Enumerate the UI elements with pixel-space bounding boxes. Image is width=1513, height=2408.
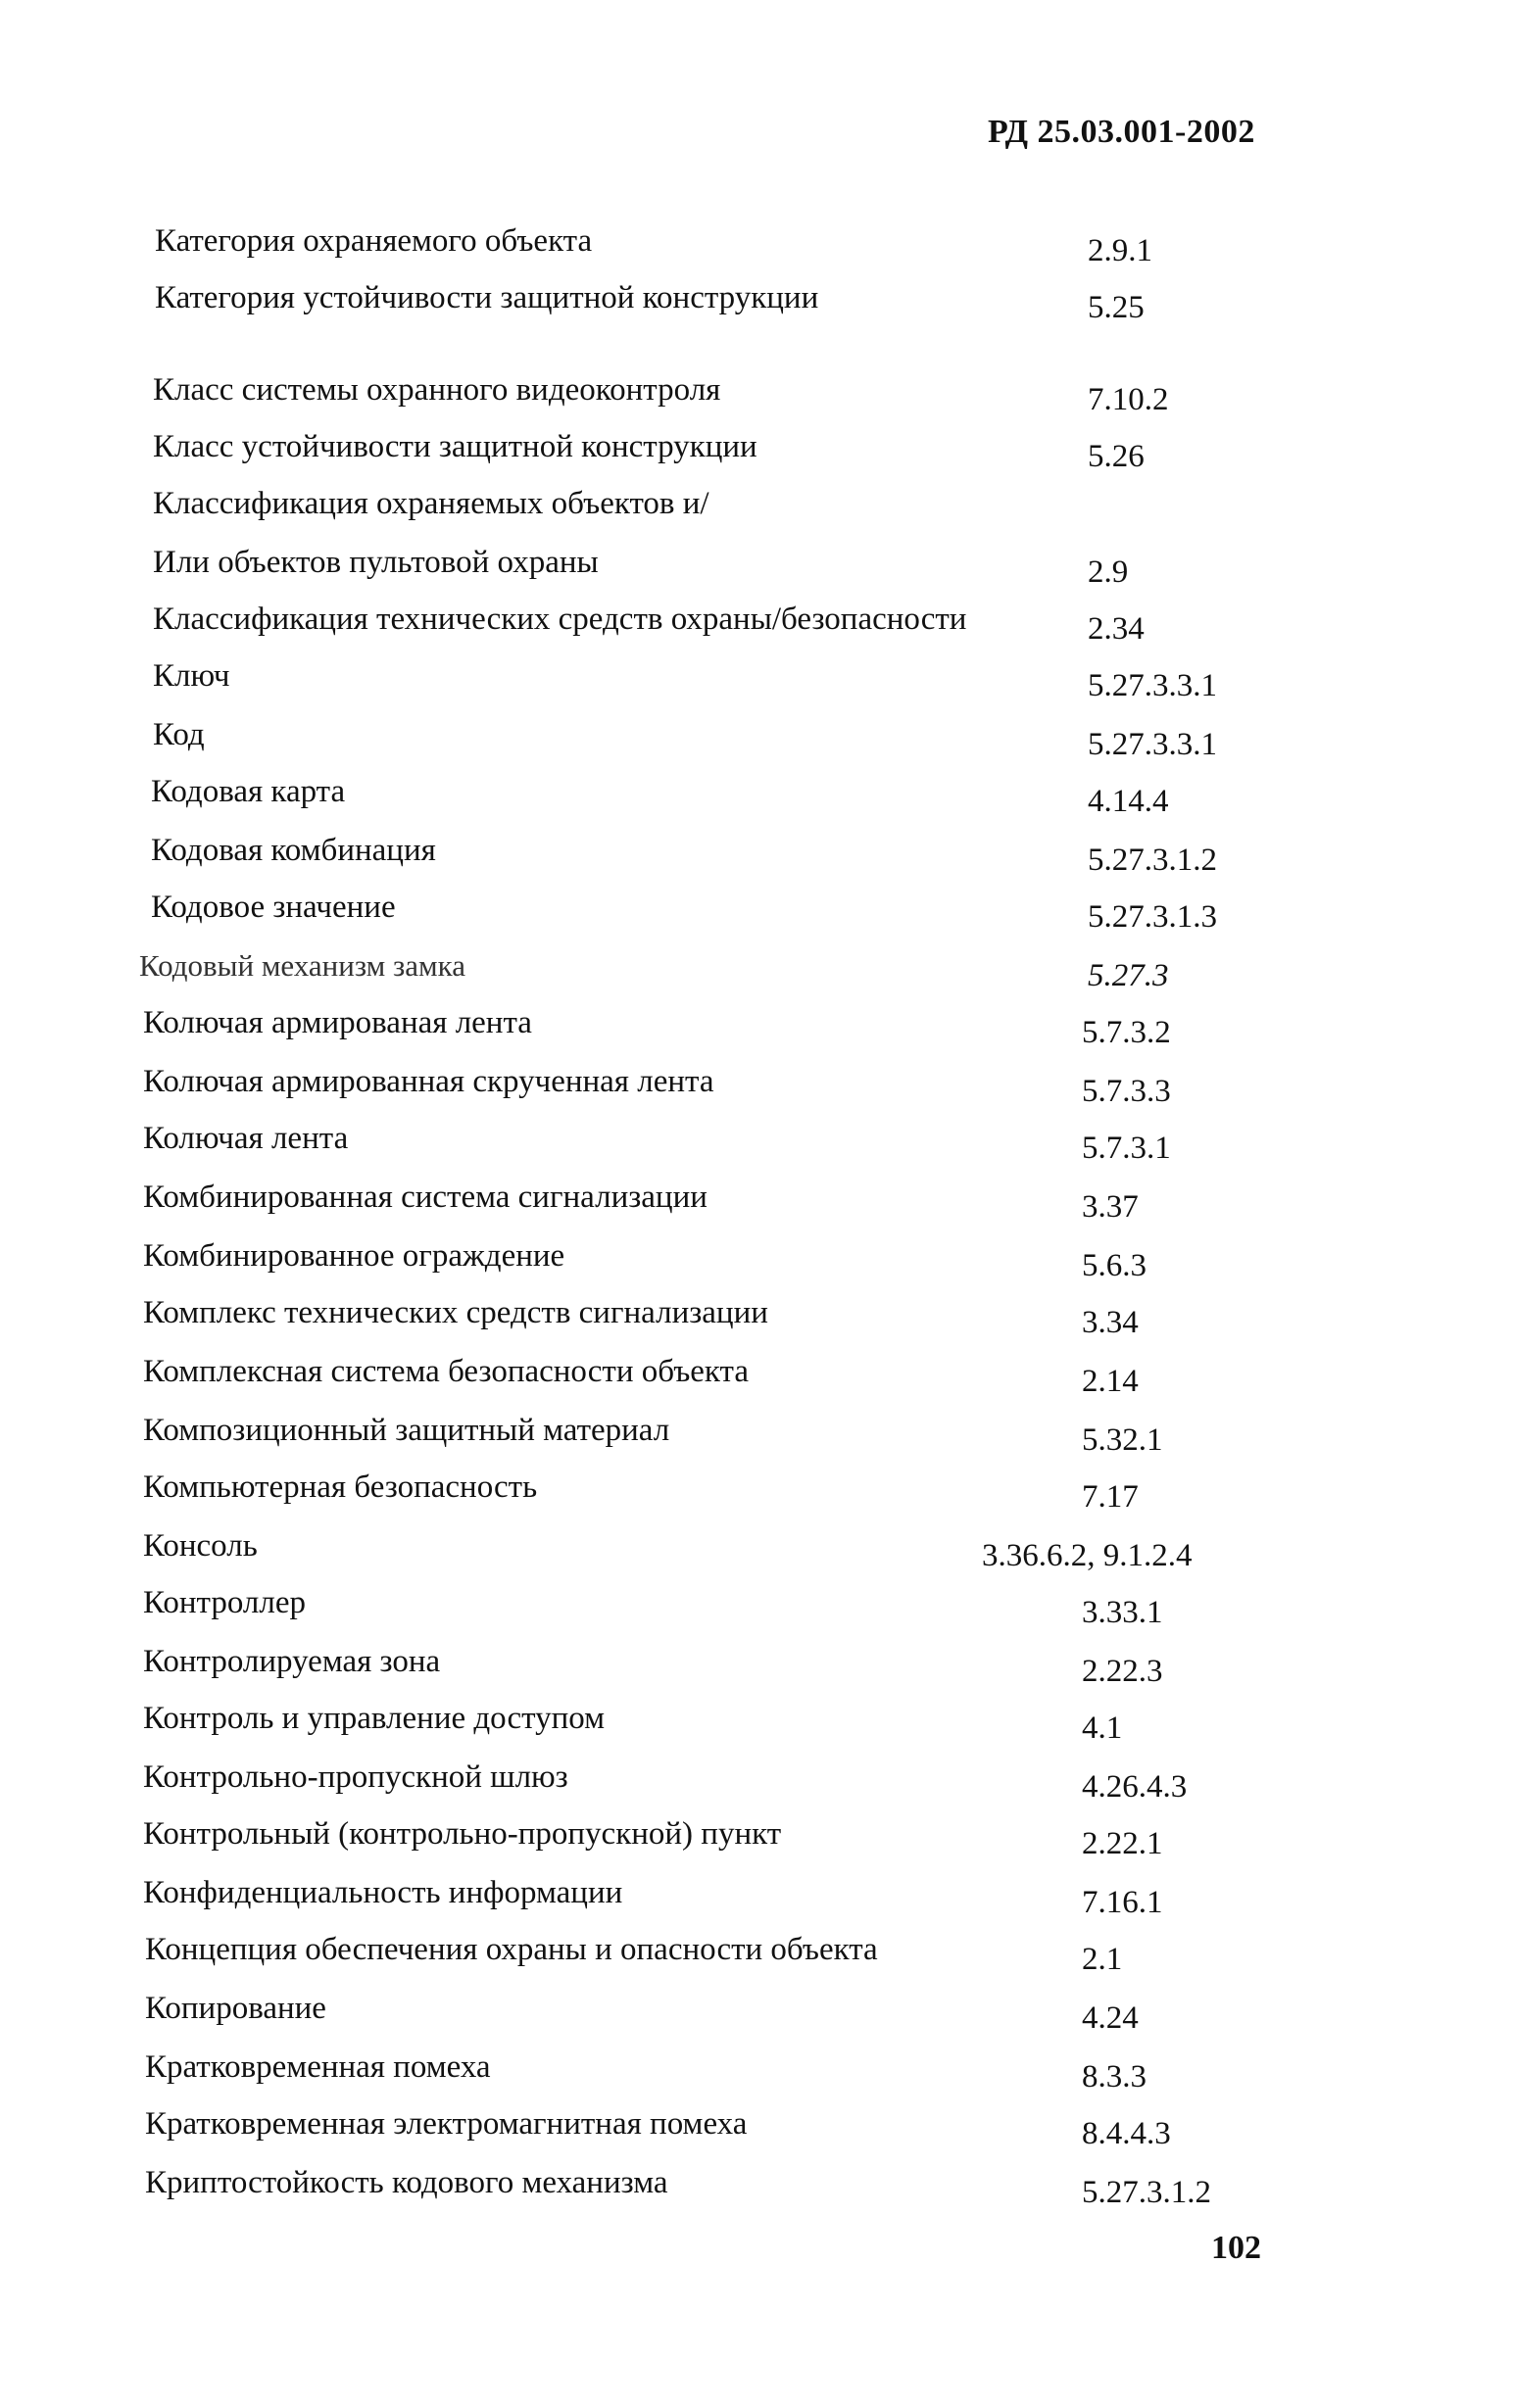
page-number: 102 bbox=[1211, 2230, 1261, 2266]
index-entry bbox=[0, 888, 1513, 942]
entry-ref: 3.33.1 bbox=[1082, 1595, 1163, 1630]
entry-ref: 8.3.3 bbox=[1082, 2059, 1147, 2095]
entry-ref: 5.27.3.1.3 bbox=[1088, 899, 1217, 935]
entry-ref: 2.9.1 bbox=[1088, 233, 1152, 268]
index-entry bbox=[0, 1989, 1513, 2044]
index-entry bbox=[0, 715, 1513, 770]
entry-term: Колючая лента bbox=[143, 1121, 349, 1156]
index-entry bbox=[0, 1293, 1513, 1348]
entry-ref: 2.14 bbox=[1082, 1364, 1139, 1399]
entry-term: Композиционный защитный материал bbox=[143, 1413, 670, 1448]
index-entry bbox=[0, 2047, 1513, 2102]
entry-ref: 5.27.3.1.2 bbox=[1088, 843, 1217, 878]
entry-term: Комбинированная система сигнализации bbox=[143, 1180, 708, 1215]
entry-term: Колючая армированная скрученная лента bbox=[143, 1064, 714, 1099]
entry-term: Консоль bbox=[143, 1528, 258, 1564]
entry-term: Комплексная система безопасности объекта bbox=[143, 1354, 749, 1389]
entry-ref: 3.37 bbox=[1082, 1189, 1139, 1225]
entry-term: Контроллер bbox=[143, 1585, 306, 1620]
entry-ref: 5.27.3.3.1 bbox=[1088, 727, 1217, 762]
entry-term: Комплекс технических средств сигнализации bbox=[143, 1295, 768, 1330]
entry-ref: 4.14.4 bbox=[1088, 784, 1169, 819]
entry-ref: 5.27.3.3.1 bbox=[1088, 668, 1217, 703]
index-entry bbox=[0, 1642, 1513, 1697]
index-entry bbox=[0, 1119, 1513, 1174]
entry-term: Кодовая комбинация bbox=[151, 833, 436, 868]
index-entry bbox=[0, 1526, 1513, 1581]
entry-ref: 7.10.2 bbox=[1088, 382, 1169, 417]
entry-ref: 4.1 bbox=[1082, 1710, 1123, 1746]
entry-term: Криптостойкость кодового механизма bbox=[145, 2165, 668, 2200]
index-entry bbox=[0, 1352, 1513, 1407]
entry-term: Концепция обеспечения охраны и опасности объекта bbox=[145, 1932, 878, 1967]
index-entry bbox=[0, 484, 1513, 539]
entry-term: Компьютерная безопасность bbox=[143, 1469, 538, 1505]
entry-ref: 5.25 bbox=[1088, 290, 1145, 325]
document-code-header: РД 25.03.001-2002 bbox=[988, 114, 1255, 150]
entry-term: Комбинированное ограждение bbox=[143, 1238, 565, 1274]
entry-term: Кодовый механизм замка bbox=[139, 948, 465, 983]
entry-term: Класс устойчивости защитной конструкции bbox=[153, 429, 757, 464]
index-entry bbox=[0, 1583, 1513, 1638]
entry-term: Контрольно-пропускной шлюз bbox=[143, 1759, 568, 1795]
entry-ref: 5.7.3.2 bbox=[1082, 1015, 1171, 1050]
entry-ref: 4.24 bbox=[1082, 2000, 1139, 2036]
entry-term: Ключ bbox=[153, 658, 230, 694]
entry-term: Категория устойчивости защитной конструкции bbox=[155, 280, 819, 315]
entry-term: Копирование bbox=[145, 1991, 326, 2026]
index-entry bbox=[0, 772, 1513, 827]
index-entry bbox=[0, 1873, 1513, 1928]
index-entry bbox=[0, 543, 1513, 598]
entry-ref: 5.26 bbox=[1088, 439, 1145, 474]
entry-term: Колючая армированая лента bbox=[143, 1005, 532, 1040]
index-entry bbox=[0, 278, 1513, 333]
entry-ref: 5.32.1 bbox=[1082, 1422, 1163, 1458]
entry-term: Контроль и управление доступом bbox=[143, 1701, 606, 1736]
entry-ref: 2.22.1 bbox=[1082, 1826, 1163, 1861]
index-entry bbox=[0, 427, 1513, 482]
entry-term: Или объектов пультовой охраны bbox=[153, 545, 599, 580]
entry-ref: 7.16.1 bbox=[1082, 1885, 1163, 1920]
entry-ref: 7.17 bbox=[1082, 1479, 1139, 1515]
entry-term: Классификация охраняемых объектов и/ bbox=[153, 486, 709, 521]
entry-ref: 5.7.3.1 bbox=[1082, 1131, 1171, 1166]
entry-term: Конфиденциальность информации bbox=[143, 1875, 623, 1910]
index-entry bbox=[0, 1178, 1513, 1232]
entry-ref: 3.36.6.2, 9.1.2.4 bbox=[982, 1538, 1193, 1573]
entry-term: Класс системы охранного видеоконтроля bbox=[153, 372, 721, 408]
entry-term: Кодовая карта bbox=[151, 774, 346, 809]
index-entry bbox=[0, 946, 1513, 1001]
entry-term: Классификация технических средств охраны/безопасности bbox=[153, 602, 967, 637]
index-entry bbox=[0, 221, 1513, 276]
index-entry bbox=[0, 600, 1513, 654]
index-entry bbox=[0, 656, 1513, 711]
entry-term: Контрольный (контрольно-пропускной) пункт bbox=[143, 1816, 782, 1852]
entry-term: Код bbox=[153, 717, 205, 752]
index-entry bbox=[0, 2104, 1513, 2159]
index-entry bbox=[0, 1930, 1513, 1985]
entry-term: Кратковременная помеха bbox=[145, 2049, 491, 2085]
entry-term: Кратковременная электромагнитная помеха bbox=[145, 2106, 748, 2142]
index-entry bbox=[0, 1003, 1513, 1058]
index-entry bbox=[0, 831, 1513, 886]
entry-ref: 2.1 bbox=[1082, 1942, 1123, 1977]
entry-ref: 5.27.3.1.2 bbox=[1082, 2175, 1211, 2210]
index-entry bbox=[0, 1814, 1513, 1869]
entry-ref: 8.4.4.3 bbox=[1082, 2116, 1171, 2151]
index-entry bbox=[0, 370, 1513, 425]
index-entry bbox=[0, 1699, 1513, 1754]
index-entry bbox=[0, 1758, 1513, 1812]
entry-term: Категория охраняемого объекта bbox=[155, 223, 593, 259]
index-entry bbox=[0, 1468, 1513, 1522]
entry-term: Контролируемая зона bbox=[143, 1644, 441, 1679]
entry-ref: 2.22.3 bbox=[1082, 1654, 1163, 1689]
entry-ref: 4.26.4.3 bbox=[1082, 1769, 1188, 1805]
entry-ref: 5.6.3 bbox=[1082, 1248, 1147, 1283]
index-entry bbox=[0, 1236, 1513, 1291]
entry-ref: 5.7.3.3 bbox=[1082, 1074, 1171, 1109]
entry-ref: 2.9 bbox=[1088, 554, 1129, 590]
entry-ref: 2.34 bbox=[1088, 611, 1145, 647]
index-entry bbox=[0, 1411, 1513, 1466]
entry-term: Кодовое значение bbox=[151, 890, 396, 925]
entry-ref: 5.27.3 bbox=[1088, 958, 1169, 993]
index-entry bbox=[0, 1062, 1513, 1117]
entry-ref: 3.34 bbox=[1082, 1305, 1139, 1340]
index-entry bbox=[0, 2163, 1513, 2218]
